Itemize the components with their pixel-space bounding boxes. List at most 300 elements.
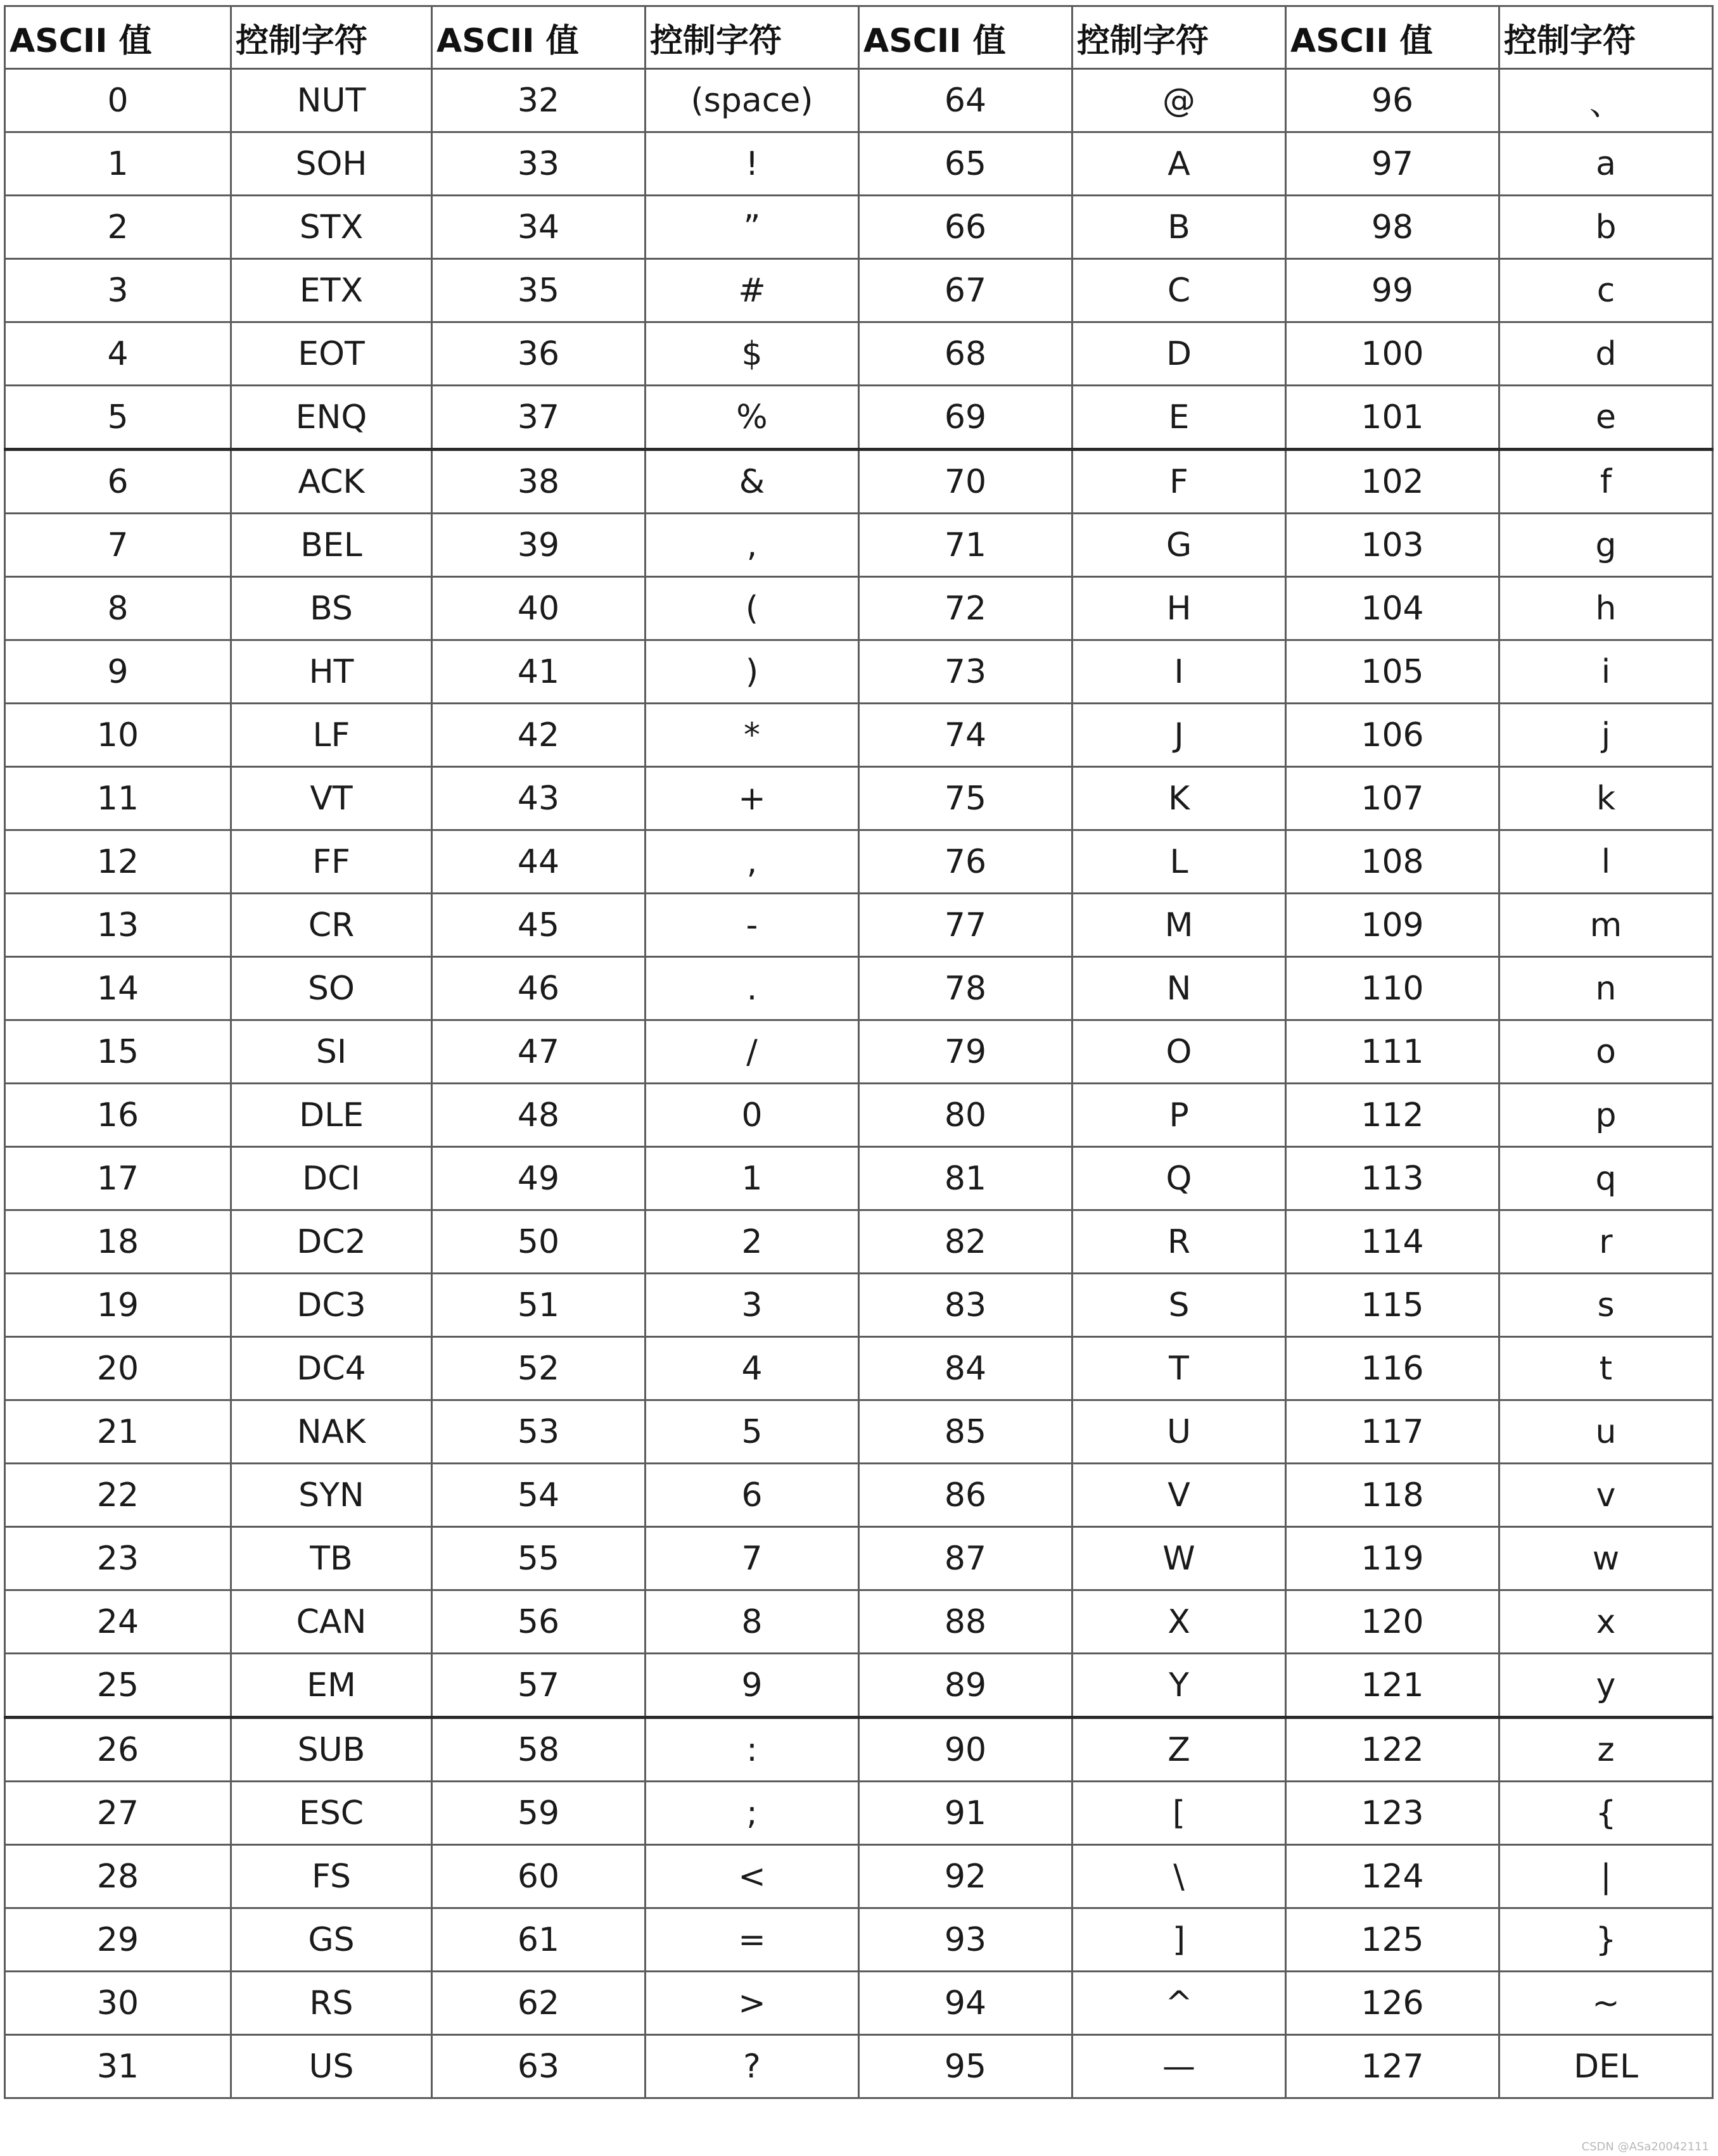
control-char-cell: DC3 — [231, 1274, 432, 1337]
ascii-value-cell: 58 — [432, 1718, 646, 1782]
control-char-cell: | — [1499, 1845, 1713, 1908]
ascii-value-cell: 70 — [859, 450, 1072, 514]
table-row — [5, 132, 1713, 196]
ascii-value-cell: 106 — [1286, 704, 1499, 767]
ascii-value-cell: 38 — [432, 450, 646, 514]
ascii-value-cell: 122 — [1286, 1718, 1499, 1782]
ascii-value-cell: 30 — [5, 1972, 231, 2035]
table-row — [5, 450, 1713, 514]
control-char-cell: ! — [646, 132, 859, 196]
ascii-value-cell: 7 — [5, 514, 231, 577]
table-row — [5, 69, 1713, 132]
ascii-value-cell: 115 — [1286, 1274, 1499, 1337]
ascii-value-cell: 73 — [859, 640, 1072, 704]
ascii-value-cell: 111 — [1286, 1020, 1499, 1084]
ascii-value-cell: 94 — [859, 1972, 1072, 2035]
ascii-value-cell: 62 — [432, 1972, 646, 2035]
control-char-cell: DC2 — [231, 1210, 432, 1274]
ascii-value-cell: 117 — [1286, 1400, 1499, 1464]
control-char-cell: FF — [231, 830, 432, 894]
control-char-cell: A — [1072, 132, 1286, 196]
ascii-value-cell: 2 — [5, 196, 231, 259]
control-char-cell: C — [1072, 259, 1286, 322]
ascii-value-cell: 29 — [5, 1908, 231, 1972]
control-char-cell: 5 — [646, 1400, 859, 1464]
ascii-value-cell: 51 — [432, 1274, 646, 1337]
ascii-value-cell: 16 — [5, 1084, 231, 1147]
control-char-cell: DCI — [231, 1147, 432, 1210]
control-char-cell: SYN — [231, 1464, 432, 1527]
control-char-cell: } — [1499, 1908, 1713, 1972]
table-row — [5, 830, 1713, 894]
control-char-cell: V — [1072, 1464, 1286, 1527]
control-char-cell: [ — [1072, 1782, 1286, 1845]
header-ascii-value-1: ASCII 值 — [5, 6, 231, 69]
control-char-cell: DLE — [231, 1084, 432, 1147]
ascii-value-cell: 15 — [5, 1020, 231, 1084]
control-char-cell: M — [1072, 894, 1286, 957]
control-char-cell: , — [646, 830, 859, 894]
header-control-char-4: 控制字符 — [1499, 6, 1713, 69]
control-char-cell: 4 — [646, 1337, 859, 1400]
ascii-value-cell: 105 — [1286, 640, 1499, 704]
table-row — [5, 514, 1713, 577]
control-char-cell: SO — [231, 957, 432, 1020]
ascii-value-cell: 12 — [5, 830, 231, 894]
control-char-cell: , — [646, 514, 859, 577]
control-char-cell: 9 — [646, 1654, 859, 1718]
table-row — [5, 1972, 1713, 2035]
ascii-value-cell: 59 — [432, 1782, 646, 1845]
ascii-value-cell: 100 — [1286, 322, 1499, 386]
ascii-value-cell: 97 — [1286, 132, 1499, 196]
ascii-value-cell: 67 — [859, 259, 1072, 322]
ascii-value-cell: 116 — [1286, 1337, 1499, 1400]
control-char-cell: m — [1499, 894, 1713, 957]
ascii-value-cell: 43 — [432, 767, 646, 830]
header-ascii-value-2: ASCII 值 — [432, 6, 646, 69]
ascii-value-cell: 107 — [1286, 767, 1499, 830]
ascii-value-cell: 46 — [432, 957, 646, 1020]
ascii-value-cell: 123 — [1286, 1782, 1499, 1845]
control-char-cell: E — [1072, 386, 1286, 450]
control-char-cell: z — [1499, 1718, 1713, 1782]
ascii-value-cell: 61 — [432, 1908, 646, 1972]
ascii-value-cell: 102 — [1286, 450, 1499, 514]
ascii-value-cell: 40 — [432, 577, 646, 640]
ascii-value-cell: 9 — [5, 640, 231, 704]
control-char-cell: D — [1072, 322, 1286, 386]
control-char-cell: = — [646, 1908, 859, 1972]
header-ascii-value-4: ASCII 值 — [1286, 6, 1499, 69]
control-char-cell: ? — [646, 2035, 859, 2098]
header-control-char-3: 控制字符 — [1072, 6, 1286, 69]
ascii-value-cell: 89 — [859, 1654, 1072, 1718]
control-char-cell: e — [1499, 386, 1713, 450]
ascii-value-cell: 47 — [432, 1020, 646, 1084]
ascii-value-cell: 90 — [859, 1718, 1072, 1782]
control-char-cell: 、 — [1499, 69, 1713, 132]
control-char-cell: 2 — [646, 1210, 859, 1274]
ascii-value-cell: 86 — [859, 1464, 1072, 1527]
table-row — [5, 1020, 1713, 1084]
control-char-cell: 6 — [646, 1464, 859, 1527]
ascii-value-cell: 118 — [1286, 1464, 1499, 1527]
control-char-cell: b — [1499, 196, 1713, 259]
ascii-value-cell: 11 — [5, 767, 231, 830]
ascii-value-cell: 4 — [5, 322, 231, 386]
table-row — [5, 640, 1713, 704]
ascii-value-cell: 21 — [5, 1400, 231, 1464]
control-char-cell: @ — [1072, 69, 1286, 132]
control-char-cell: q — [1499, 1147, 1713, 1210]
control-char-cell: 1 — [646, 1147, 859, 1210]
control-char-cell: F — [1072, 450, 1286, 514]
ascii-value-cell: 125 — [1286, 1908, 1499, 1972]
control-char-cell: < — [646, 1845, 859, 1908]
table-row — [5, 1782, 1713, 1845]
control-char-cell: SI — [231, 1020, 432, 1084]
table-row — [5, 894, 1713, 957]
ascii-value-cell: 124 — [1286, 1845, 1499, 1908]
control-char-cell: ; — [646, 1782, 859, 1845]
ascii-table — [4, 5, 1714, 2099]
table-row — [5, 1527, 1713, 1590]
ascii-value-cell: 37 — [432, 386, 646, 450]
ascii-value-cell: 48 — [432, 1084, 646, 1147]
ascii-value-cell: 26 — [5, 1718, 231, 1782]
ascii-value-cell: 92 — [859, 1845, 1072, 1908]
ascii-value-cell: 66 — [859, 196, 1072, 259]
ascii-value-cell: 5 — [5, 386, 231, 450]
control-char-cell: TB — [231, 1527, 432, 1590]
ascii-value-cell: 44 — [432, 830, 646, 894]
table-row — [5, 1274, 1713, 1337]
control-char-cell: NUT — [231, 69, 432, 132]
ascii-value-cell: 64 — [859, 69, 1072, 132]
control-char-cell: { — [1499, 1782, 1713, 1845]
control-char-cell: j — [1499, 704, 1713, 767]
ascii-value-cell: 84 — [859, 1337, 1072, 1400]
ascii-value-cell: 69 — [859, 386, 1072, 450]
ascii-value-cell: 83 — [859, 1274, 1072, 1337]
table-row — [5, 1654, 1713, 1718]
watermark: CSDN @ASa20042111 — [1581, 2140, 1709, 2153]
ascii-value-cell: 18 — [5, 1210, 231, 1274]
ascii-value-cell: 10 — [5, 704, 231, 767]
control-char-cell: x — [1499, 1590, 1713, 1654]
ascii-value-cell: 0 — [5, 69, 231, 132]
ascii-value-cell: 110 — [1286, 957, 1499, 1020]
control-char-cell: \ — [1072, 1845, 1286, 1908]
control-char-cell: i — [1499, 640, 1713, 704]
control-char-cell: B — [1072, 196, 1286, 259]
ascii-value-cell: 88 — [859, 1590, 1072, 1654]
ascii-value-cell: 63 — [432, 2035, 646, 2098]
table-row — [5, 1590, 1713, 1654]
control-char-cell: 7 — [646, 1527, 859, 1590]
ascii-value-cell: 49 — [432, 1147, 646, 1210]
table-row — [5, 767, 1713, 830]
control-char-cell: J — [1072, 704, 1286, 767]
table-row — [5, 1400, 1713, 1464]
control-char-cell: DC4 — [231, 1337, 432, 1400]
control-char-cell: NAK — [231, 1400, 432, 1464]
control-char-cell: 0 — [646, 1084, 859, 1147]
control-char-cell: X — [1072, 1590, 1286, 1654]
ascii-value-cell: 54 — [432, 1464, 646, 1527]
table-row — [5, 322, 1713, 386]
control-char-cell: ACK — [231, 450, 432, 514]
control-char-cell: EM — [231, 1654, 432, 1718]
ascii-value-cell: 42 — [432, 704, 646, 767]
control-char-cell: HT — [231, 640, 432, 704]
ascii-value-cell: 60 — [432, 1845, 646, 1908]
ascii-value-cell: 39 — [432, 514, 646, 577]
control-char-cell: CAN — [231, 1590, 432, 1654]
control-char-cell: H — [1072, 577, 1286, 640]
control-char-cell: l — [1499, 830, 1713, 894]
control-char-cell: T — [1072, 1337, 1286, 1400]
ascii-value-cell: 82 — [859, 1210, 1072, 1274]
ascii-value-cell: 121 — [1286, 1654, 1499, 1718]
control-char-cell: P — [1072, 1084, 1286, 1147]
control-char-cell: c — [1499, 259, 1713, 322]
ascii-value-cell: 34 — [432, 196, 646, 259]
table-body — [5, 69, 1713, 2098]
ascii-value-cell: 85 — [859, 1400, 1072, 1464]
control-char-cell: n — [1499, 957, 1713, 1020]
control-char-cell: v — [1499, 1464, 1713, 1527]
control-char-cell: t — [1499, 1337, 1713, 1400]
header-ascii-value-3: ASCII 值 — [859, 6, 1072, 69]
ascii-value-cell: 95 — [859, 2035, 1072, 2098]
header-control-char-2: 控制字符 — [646, 6, 859, 69]
control-char-cell: Q — [1072, 1147, 1286, 1210]
control-char-cell: w — [1499, 1527, 1713, 1590]
ascii-value-cell: 104 — [1286, 577, 1499, 640]
ascii-value-cell: 20 — [5, 1337, 231, 1400]
control-char-cell: ) — [646, 640, 859, 704]
ascii-value-cell: 65 — [859, 132, 1072, 196]
control-char-cell: # — [646, 259, 859, 322]
control-char-cell: I — [1072, 640, 1286, 704]
control-char-cell: r — [1499, 1210, 1713, 1274]
ascii-value-cell: 56 — [432, 1590, 646, 1654]
control-char-cell: > — [646, 1972, 859, 2035]
table-row — [5, 2035, 1713, 2098]
ascii-value-cell: 68 — [859, 322, 1072, 386]
control-char-cell: O — [1072, 1020, 1286, 1084]
control-char-cell: L — [1072, 830, 1286, 894]
ascii-value-cell: 50 — [432, 1210, 646, 1274]
ascii-value-cell: 103 — [1286, 514, 1499, 577]
ascii-value-cell: 71 — [859, 514, 1072, 577]
table-row — [5, 259, 1713, 322]
ascii-value-cell: 53 — [432, 1400, 646, 1464]
ascii-value-cell: 23 — [5, 1527, 231, 1590]
ascii-value-cell: 57 — [432, 1654, 646, 1718]
ascii-value-cell: 114 — [1286, 1210, 1499, 1274]
ascii-value-cell: 126 — [1286, 1972, 1499, 2035]
table-row — [5, 196, 1713, 259]
control-char-cell: BS — [231, 577, 432, 640]
control-char-cell: EOT — [231, 322, 432, 386]
table-row — [5, 577, 1713, 640]
control-char-cell: ] — [1072, 1908, 1286, 1972]
control-char-cell: BEL — [231, 514, 432, 577]
ascii-value-cell: 41 — [432, 640, 646, 704]
control-char-cell: SUB — [231, 1718, 432, 1782]
control-char-cell: 3 — [646, 1274, 859, 1337]
ascii-value-cell: 101 — [1286, 386, 1499, 450]
ascii-value-cell: 120 — [1286, 1590, 1499, 1654]
ascii-value-cell: 91 — [859, 1782, 1072, 1845]
ascii-value-cell: 99 — [1286, 259, 1499, 322]
control-char-cell: p — [1499, 1084, 1713, 1147]
control-char-cell: & — [646, 450, 859, 514]
control-char-cell: K — [1072, 767, 1286, 830]
ascii-value-cell: 25 — [5, 1654, 231, 1718]
control-char-cell: d — [1499, 322, 1713, 386]
control-char-cell: FS — [231, 1845, 432, 1908]
ascii-value-cell: 98 — [1286, 196, 1499, 259]
control-char-cell: $ — [646, 322, 859, 386]
control-char-cell: u — [1499, 1400, 1713, 1464]
table-row — [5, 957, 1713, 1020]
control-char-cell: SOH — [231, 132, 432, 196]
ascii-value-cell: 32 — [432, 69, 646, 132]
control-char-cell: ^ — [1072, 1972, 1286, 2035]
control-char-cell: G — [1072, 514, 1286, 577]
table-row — [5, 1845, 1713, 1908]
ascii-value-cell: 27 — [5, 1782, 231, 1845]
ascii-value-cell: 75 — [859, 767, 1072, 830]
control-char-cell: N — [1072, 957, 1286, 1020]
ascii-value-cell: 14 — [5, 957, 231, 1020]
control-char-cell: a — [1499, 132, 1713, 196]
table-row — [5, 1464, 1713, 1527]
control-char-cell: Z — [1072, 1718, 1286, 1782]
control-char-cell: % — [646, 386, 859, 450]
control-char-cell: RS — [231, 1972, 432, 2035]
ascii-value-cell: 36 — [432, 322, 646, 386]
ascii-value-cell: 45 — [432, 894, 646, 957]
ascii-value-cell: 79 — [859, 1020, 1072, 1084]
ascii-value-cell: 77 — [859, 894, 1072, 957]
table-row — [5, 1908, 1713, 1972]
control-char-cell: g — [1499, 514, 1713, 577]
control-char-cell: * — [646, 704, 859, 767]
control-char-cell: S — [1072, 1274, 1286, 1337]
control-char-cell: ” — [646, 196, 859, 259]
control-char-cell: o — [1499, 1020, 1713, 1084]
control-char-cell: : — [646, 1718, 859, 1782]
control-char-cell: ESC — [231, 1782, 432, 1845]
control-char-cell: ENQ — [231, 386, 432, 450]
table-row — [5, 1718, 1713, 1782]
control-char-cell: GS — [231, 1908, 432, 1972]
ascii-value-cell: 81 — [859, 1147, 1072, 1210]
ascii-value-cell: 127 — [1286, 2035, 1499, 2098]
ascii-value-cell: 113 — [1286, 1147, 1499, 1210]
ascii-value-cell: 76 — [859, 830, 1072, 894]
ascii-value-cell: 74 — [859, 704, 1072, 767]
ascii-value-cell: 31 — [5, 2035, 231, 2098]
control-char-cell: — — [1072, 2035, 1286, 2098]
control-char-cell: ~ — [1499, 1972, 1713, 2035]
control-char-cell: k — [1499, 767, 1713, 830]
control-char-cell: . — [646, 957, 859, 1020]
ascii-value-cell: 52 — [432, 1337, 646, 1400]
ascii-value-cell: 1 — [5, 132, 231, 196]
ascii-value-cell: 17 — [5, 1147, 231, 1210]
control-char-cell: U — [1072, 1400, 1286, 1464]
table-row — [5, 704, 1713, 767]
control-char-cell: f — [1499, 450, 1713, 514]
control-char-cell: / — [646, 1020, 859, 1084]
ascii-value-cell: 19 — [5, 1274, 231, 1337]
control-char-cell: DEL — [1499, 2035, 1713, 2098]
ascii-value-cell: 6 — [5, 450, 231, 514]
ascii-value-cell: 13 — [5, 894, 231, 957]
control-char-cell: h — [1499, 577, 1713, 640]
ascii-value-cell: 93 — [859, 1908, 1072, 1972]
table-row — [5, 1147, 1713, 1210]
ascii-table-container — [4, 5, 1713, 2099]
ascii-value-cell: 87 — [859, 1527, 1072, 1590]
ascii-value-cell: 22 — [5, 1464, 231, 1527]
control-char-cell: ( — [646, 577, 859, 640]
ascii-value-cell: 72 — [859, 577, 1072, 640]
control-char-cell: Y — [1072, 1654, 1286, 1718]
ascii-value-cell: 35 — [432, 259, 646, 322]
table-row — [5, 1084, 1713, 1147]
control-char-cell: W — [1072, 1527, 1286, 1590]
control-char-cell: STX — [231, 196, 432, 259]
control-char-cell: y — [1499, 1654, 1713, 1718]
ascii-value-cell: 108 — [1286, 830, 1499, 894]
control-char-cell: s — [1499, 1274, 1713, 1337]
ascii-value-cell: 80 — [859, 1084, 1072, 1147]
control-char-cell: 8 — [646, 1590, 859, 1654]
ascii-value-cell: 3 — [5, 259, 231, 322]
ascii-value-cell: 109 — [1286, 894, 1499, 957]
ascii-value-cell: 24 — [5, 1590, 231, 1654]
header-row — [5, 6, 1713, 69]
header-control-char-1: 控制字符 — [231, 6, 432, 69]
control-char-cell: + — [646, 767, 859, 830]
ascii-value-cell: 33 — [432, 132, 646, 196]
table-row — [5, 1210, 1713, 1274]
ascii-value-cell: 112 — [1286, 1084, 1499, 1147]
ascii-value-cell: 119 — [1286, 1527, 1499, 1590]
ascii-value-cell: 8 — [5, 577, 231, 640]
control-char-cell: R — [1072, 1210, 1286, 1274]
control-char-cell: (space) — [646, 69, 859, 132]
control-char-cell: ETX — [231, 259, 432, 322]
ascii-value-cell: 96 — [1286, 69, 1499, 132]
control-char-cell: - — [646, 894, 859, 957]
table-row — [5, 1337, 1713, 1400]
ascii-value-cell: 78 — [859, 957, 1072, 1020]
control-char-cell: VT — [231, 767, 432, 830]
control-char-cell: US — [231, 2035, 432, 2098]
table-row — [5, 386, 1713, 450]
control-char-cell: LF — [231, 704, 432, 767]
control-char-cell: CR — [231, 894, 432, 957]
ascii-value-cell: 28 — [5, 1845, 231, 1908]
